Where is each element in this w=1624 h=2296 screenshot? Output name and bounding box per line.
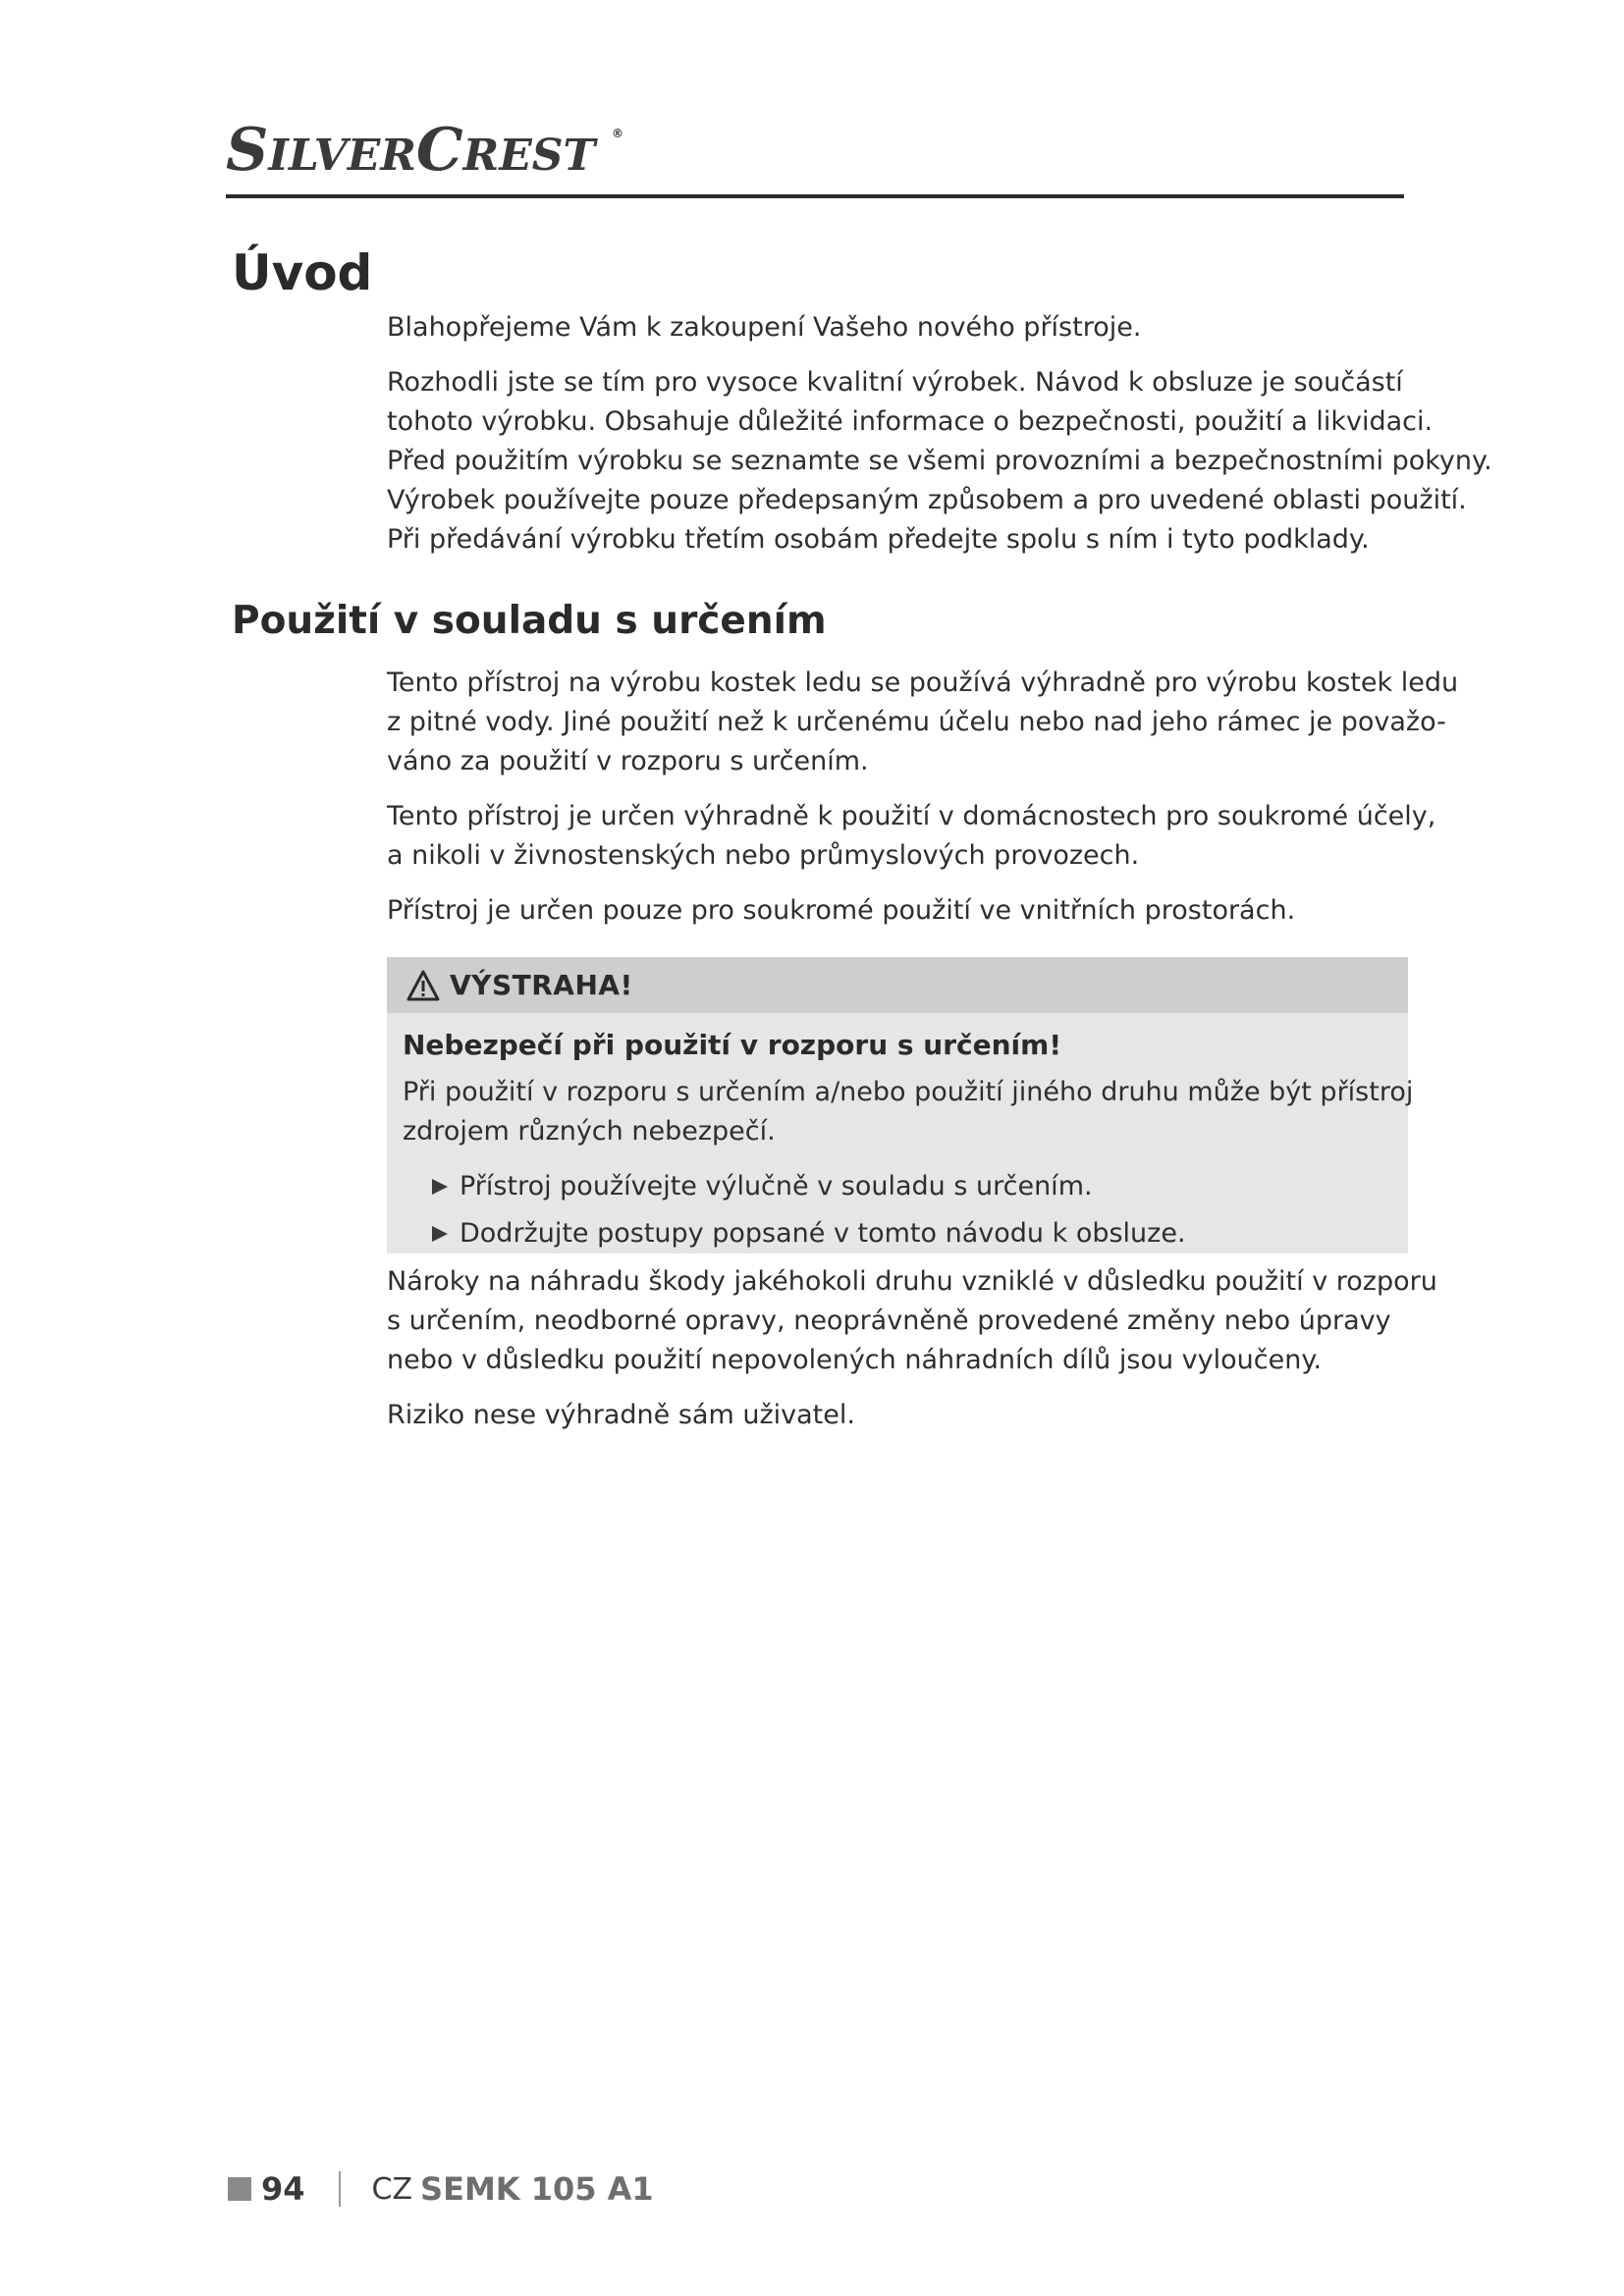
intended-use-paragraph-4: Nároky na náhradu škody jakéhokoli druhu vzniklé v důsledku použití v rozporu s určením, neodborné opravy, neoprávněně provedené změny nebo úpravy nebo v důsledku použití nepovolených náhradních dílů jsou vyloučeny. bbox=[387, 1266, 1437, 1375]
footer-square-icon bbox=[228, 2177, 251, 2201]
section-title-intended-use: Použití v souladu s určením bbox=[232, 599, 827, 643]
page-number: 94 bbox=[261, 2170, 305, 2208]
footer-model: SEMK 105 A1 bbox=[420, 2170, 654, 2208]
intended-use-text-block bbox=[387, 664, 1459, 946]
header-rule bbox=[226, 194, 1404, 198]
intended-use-paragraph-5: Riziko nese výhradně sám uživatel. bbox=[387, 1400, 855, 1430]
footer-language: CZ bbox=[371, 2171, 413, 2207]
page-footer bbox=[228, 2167, 654, 2211]
arrow-bullet-icon bbox=[432, 1226, 448, 1242]
warning-triangle-icon bbox=[406, 970, 440, 1001]
section-title-intro: Úvod bbox=[232, 244, 373, 301]
intended-use-paragraph-2: Tento přístroj je určen výhradně k použití v domácnostech pro soukromé účely, a nikoli v živnostenských nebo průmyslových provozech. bbox=[387, 801, 1436, 871]
warning-box bbox=[387, 957, 1414, 1254]
warning-header bbox=[387, 957, 1408, 1013]
list-item: Dodržujte postupy popsané v tomto návodu k obsluze. bbox=[432, 1210, 1186, 1257]
liability-text-block bbox=[387, 1262, 1437, 1451]
warning-title: VÝSTRAHA! bbox=[450, 969, 633, 1001]
warning-list bbox=[432, 1163, 1186, 1257]
brand-logo bbox=[226, 116, 623, 185]
intro-paragraph-1: Blahopřejeme Vám k zakoupení Vašeho nového přístroje. bbox=[387, 312, 1142, 343]
svg-text:SILVERCREST: SILVERCREST bbox=[226, 116, 596, 185]
warning-subtitle: Nebezpečí při použití v rozporu s určením! bbox=[403, 1029, 1062, 1061]
arrow-bullet-icon bbox=[432, 1179, 448, 1195]
list-item: Přístroj používejte výlučně v souladu s určením. bbox=[432, 1163, 1186, 1210]
intro-text-block bbox=[387, 308, 1492, 575]
silvercrest-logo-icon bbox=[226, 116, 623, 185]
registered-mark: ® bbox=[612, 127, 623, 140]
warning-body: Při použití v rozporu s určením a/nebo použití jiného druhu může být přístroj zdrojem různých nebezpečí. bbox=[403, 1077, 1414, 1147]
intro-paragraph-2: Rozhodli jste se tím pro vysoce kvalitní výrobek. Návod k obsluze je součástí tohoto výrobku. Obsahuje důležité informace o bezpečnosti, použití a likvidaci. Před použitím výrobku se seznamte se všemi provozními a bezpečnostními pokyny. Výrobek používejte pouze předepsaným způsobem a pro uvedené oblasti použití. Při předávání výrobku třetím osobám předejte spolu s ním i tyto podklady. bbox=[387, 367, 1492, 555]
intended-use-paragraph-1: Tento přístroj na výrobu kostek ledu se používá výhradně pro výrobu kostek ledu z pitné vody. Jiné použití než k určenému účelu nebo nad jeho rámec je považo- váno za použití v rozporu s určením. bbox=[387, 667, 1459, 776]
footer-divider bbox=[339, 2171, 341, 2207]
intended-use-paragraph-3: Přístroj je určen pouze pro soukromé použití ve vnitřních prostorách. bbox=[387, 895, 1296, 926]
